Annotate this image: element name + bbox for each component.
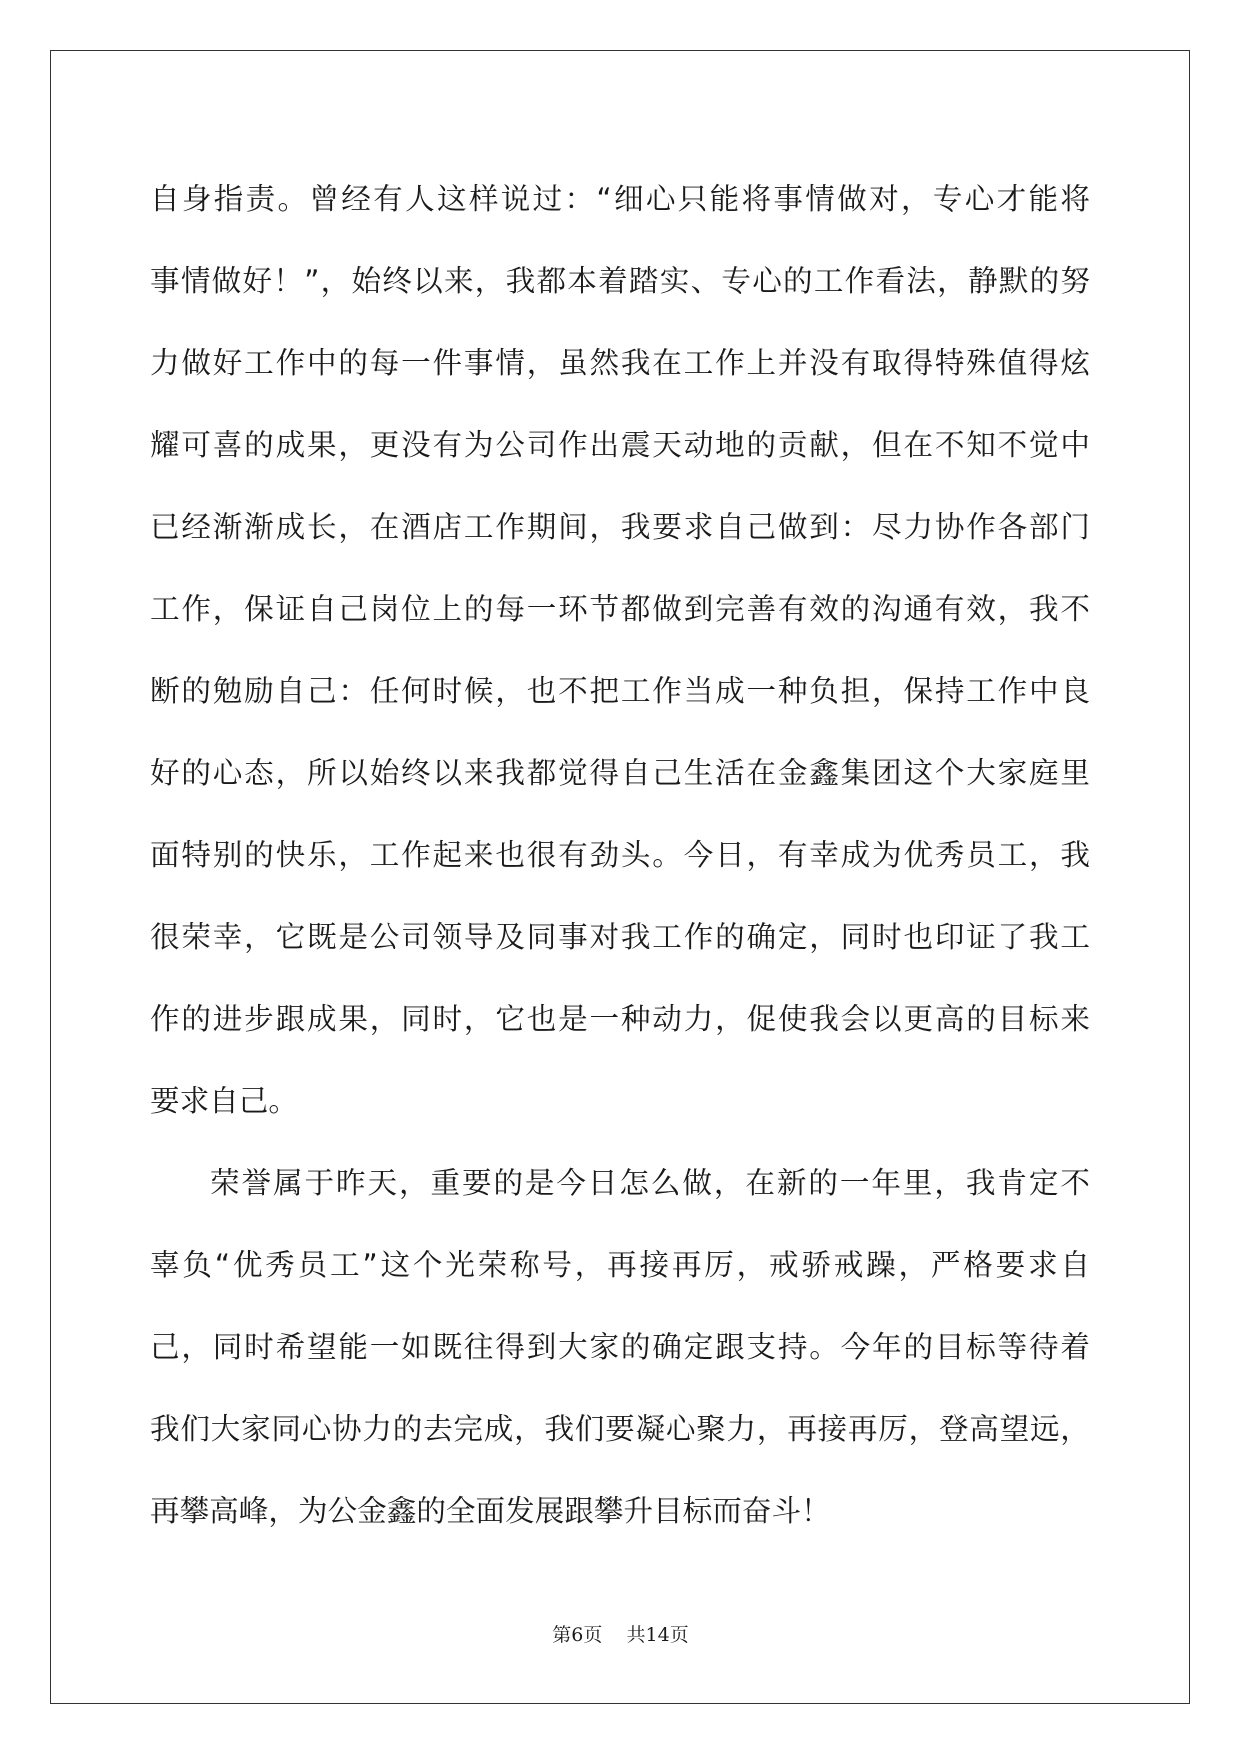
text-line: 作的进步跟成果，同时，它也是一种动力，促使我会以更高的目标来 [150, 1002, 1092, 1036]
text-line: 力做好工作中的每一件事情，虽然我在工作上并没有取得特殊值得炫 [150, 346, 1092, 380]
text-line: 自身指责。曾经有人这样说过：“细心只能将事情做对，专心才能将 [150, 182, 1093, 216]
text-line: 很荣幸，它既是公司领导及同事对我工作的确定，同时也印证了我工 [150, 920, 1092, 954]
page-footer [0, 1620, 1241, 1647]
text-line: 面特别的快乐，工作起来也很有劲头。今日，有幸成为优秀员工，我 [150, 838, 1092, 872]
text-line: 辜负“优秀员工”这个光荣称号，再接再厉，戒骄戒躁，严格要求自 [150, 1248, 1093, 1282]
paragraph-2 [150, 1142, 1093, 1552]
text-line: 已经渐渐成长，在酒店工作期间，我要求自己做到：尽力协作各部门 [150, 510, 1092, 544]
text-line: 好的心态，所以始终以来我都觉得自己生活在金鑫集团这个大家庭里 [150, 756, 1092, 790]
page-total: 共14页 [626, 1624, 689, 1646]
text-line: 耀可喜的成果，更没有为公司作出震天动地的贡献，但在不知不觉中 [150, 428, 1092, 462]
document-body [150, 158, 1093, 1552]
paragraph-1 [150, 158, 1093, 1142]
text-line: 己，同时希望能一如既往得到大家的确定跟支持。今年的目标等待着 [150, 1330, 1092, 1364]
text-line: 工作，保证自己岗位上的每一环节都做到完善有效的沟通有效，我不 [150, 592, 1092, 626]
text-line: 要求自己。 [150, 1084, 298, 1118]
page-number: 第6页 [552, 1624, 603, 1646]
text-line: 荣誉属于昨天，重要的是今日怎么做，在新的一年里，我肯定不 [210, 1166, 1092, 1200]
text-line: 再攀高峰，为公金鑫的全面发展跟攀升目标而奋斗！ [150, 1494, 831, 1528]
text-line: 我们大家同心协力的去完成，我们要凝心聚力，再接再厉，登高望远， [150, 1412, 1091, 1446]
text-line: 断的勉励自己：任何时候，也不把工作当成一种负担，保持工作中良 [150, 674, 1092, 708]
text-line: 事情做好！”，始终以来，我都本着踏实、专心的工作看法，静默的努 [150, 264, 1092, 298]
